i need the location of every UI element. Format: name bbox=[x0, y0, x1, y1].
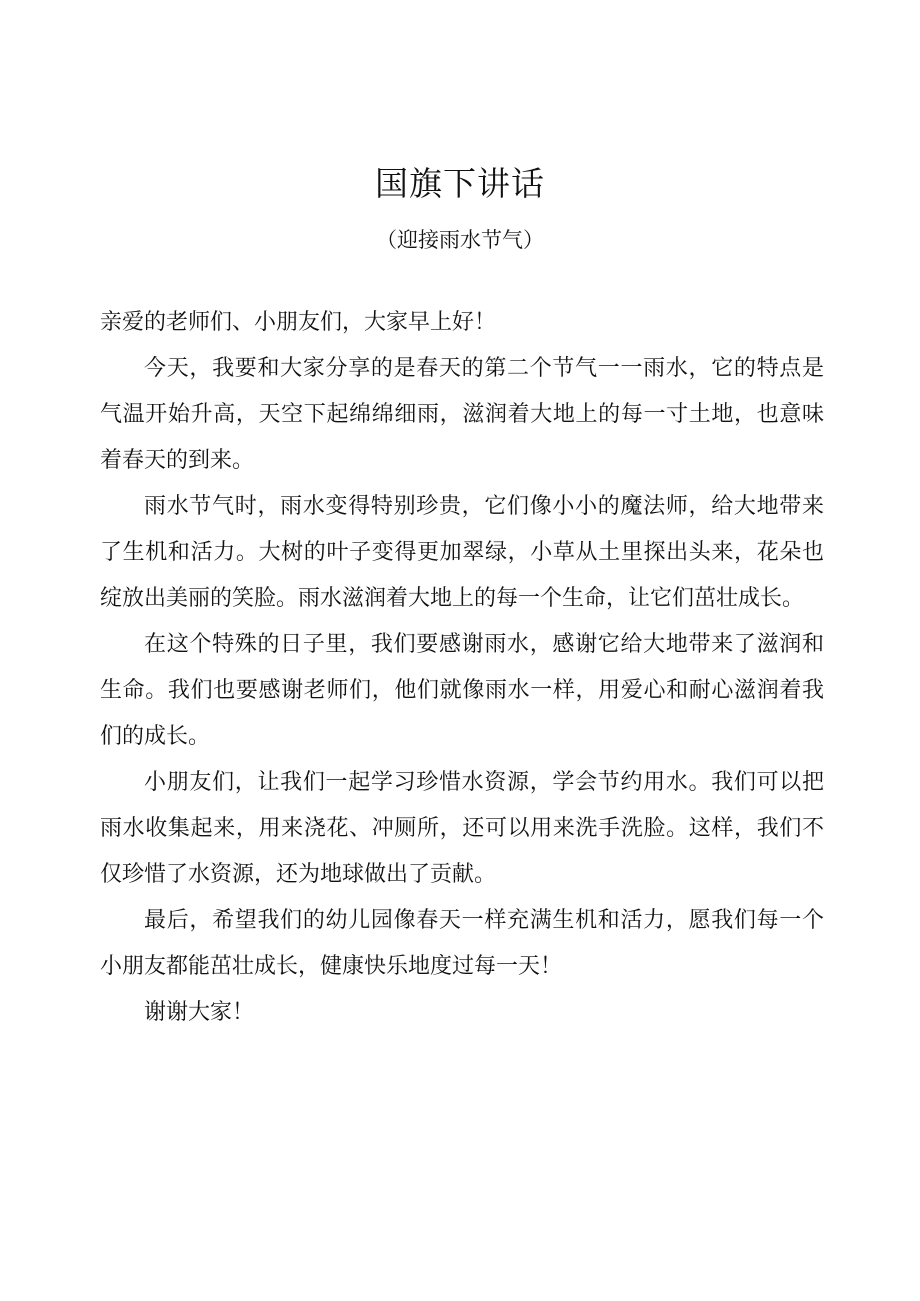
document-subtitle: （迎接雨水节气） bbox=[376, 228, 544, 252]
paragraph-thanks: 谢谢大家！ bbox=[144, 1000, 255, 1025]
document-title: 国旗下讲话 bbox=[375, 164, 545, 203]
greeting-paragraph: 亲爱的老师们、小朋友们，大家早上好！ bbox=[100, 310, 497, 335]
speech-body bbox=[100, 300, 824, 1036]
paragraph-rain-magic: 雨水节气时，雨水变得特别珍贵，它们像小小的魔法师，给大地带来了生机和活力。大树的叶子变得更加翠绿，小草从土里探出头来，花朵也绽放出美丽的笑脸。雨水滋润着大地上的每一个生命，让它们茁壮成长。 bbox=[100, 494, 824, 611]
paragraph-save-water: 小朋友们，让我们一起学习珍惜水资源，学会节约用水。我们可以把雨水收集起来，用来浇花、冲厕所，还可以用来洗手洗脸。这样，我们不仅珍惜了水资源，还为地球做出了贡献。 bbox=[100, 770, 824, 887]
paragraph-gratitude: 在这个特殊的日子里，我们要感谢雨水，感谢它给大地带来了滋润和生命。我们也要感谢老师们，他们就像雨水一样，用爱心和耐心滋润着我们的成长。 bbox=[100, 632, 824, 749]
paragraph-closing-wish: 最后，希望我们的幼儿园像春天一样充满生机和活力，愿我们每一个小朋友都能茁壮成长，健康快乐地度过每一天！ bbox=[100, 908, 824, 979]
paragraph-intro: 今天，我要和大家分享的是春天的第二个节气一一雨水，它的特点是气温开始升高，天空下起绵绵细雨，滋润着大地上的每一寸土地，也意味着春天的到来。 bbox=[100, 356, 824, 473]
